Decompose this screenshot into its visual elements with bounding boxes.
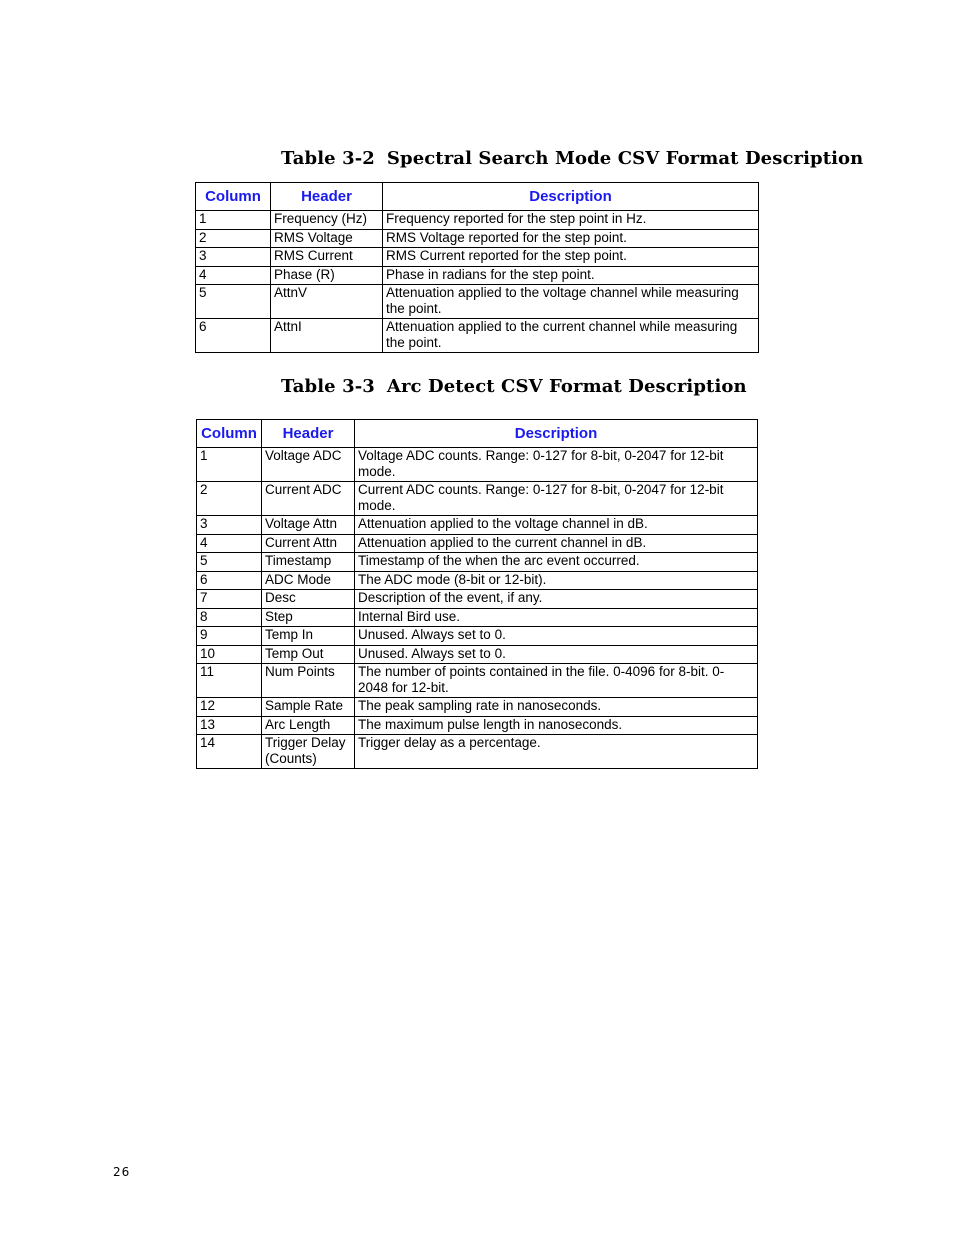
cell-description: The number of points contained in the file. 0-4096 for 8-bit. 0-2048 for 12-bit. <box>355 664 758 698</box>
table-header-row <box>196 183 759 211</box>
cell-header: AttnI <box>271 319 383 353</box>
cell-description: Internal Bird use. <box>355 608 758 627</box>
cell-column: 13 <box>197 716 262 735</box>
cell-description: Attenuation applied to the voltage channel while measuring the point. <box>383 285 759 319</box>
cell-header: RMS Voltage <box>271 229 383 248</box>
table-3-3-caption <box>281 376 747 397</box>
cell-header: Trigger Delay (Counts) <box>262 735 355 769</box>
cell-column: 2 <box>196 229 271 248</box>
table-row <box>197 534 758 553</box>
cell-header: Step <box>262 608 355 627</box>
cell-header: Temp Out <box>262 645 355 664</box>
cell-header: Phase (R) <box>271 266 383 285</box>
cell-column: 7 <box>197 590 262 609</box>
header-header: Header <box>262 420 355 448</box>
table-row <box>196 248 759 267</box>
cell-column: 4 <box>197 534 262 553</box>
table-row <box>197 590 758 609</box>
cell-column: 11 <box>197 664 262 698</box>
column-header: Column <box>197 420 262 448</box>
column-header: Column <box>196 183 271 211</box>
table-row <box>197 553 758 572</box>
cell-column: 9 <box>197 627 262 646</box>
cell-header: Temp In <box>262 627 355 646</box>
table-row <box>196 285 759 319</box>
page-number: 26 <box>113 1165 131 1179</box>
cell-description: The ADC mode (8-bit or 12-bit). <box>355 571 758 590</box>
table-row <box>196 319 759 353</box>
cell-header: Frequency (Hz) <box>271 211 383 230</box>
cell-description: The maximum pulse length in nanoseconds. <box>355 716 758 735</box>
cell-column: 8 <box>197 608 262 627</box>
cell-description: Unused. Always set to 0. <box>355 645 758 664</box>
caption-number: Table 3-3 <box>281 376 375 397</box>
cell-description: RMS Current reported for the step point. <box>383 248 759 267</box>
arc-detect-csv-table <box>196 419 758 769</box>
cell-column: 12 <box>197 698 262 717</box>
cell-description: Trigger delay as a percentage. <box>355 735 758 769</box>
cell-description: Attenuation applied to the current channel in dB. <box>355 534 758 553</box>
cell-description: The peak sampling rate in nanoseconds. <box>355 698 758 717</box>
cell-header: Sample Rate <box>262 698 355 717</box>
caption-title: Arc Detect CSV Format Description <box>386 376 747 397</box>
cell-column: 5 <box>196 285 271 319</box>
cell-header: AttnV <box>271 285 383 319</box>
caption-title: Spectral Search Mode CSV Format Description <box>386 148 864 169</box>
cell-column: 10 <box>197 645 262 664</box>
cell-description: Timestamp of the when the arc event occurred. <box>355 553 758 572</box>
description-header: Description <box>355 420 758 448</box>
cell-column: 1 <box>196 211 271 230</box>
cell-column: 6 <box>197 571 262 590</box>
table-row <box>196 229 759 248</box>
cell-column: 14 <box>197 735 262 769</box>
cell-column: 6 <box>196 319 271 353</box>
cell-description: Current ADC counts. Range: 0-127 for 8-bit, 0-2047 for 12-bit mode. <box>355 482 758 516</box>
header-header: Header <box>271 183 383 211</box>
cell-column: 4 <box>196 266 271 285</box>
cell-description: Description of the event, if any. <box>355 590 758 609</box>
caption-number: Table 3-2 <box>281 148 375 169</box>
cell-column: 3 <box>197 516 262 535</box>
cell-description: Voltage ADC counts. Range: 0-127 for 8-bit, 0-2047 for 12-bit mode. <box>355 448 758 482</box>
cell-header: Voltage ADC <box>262 448 355 482</box>
cell-description: Unused. Always set to 0. <box>355 627 758 646</box>
cell-header: Voltage Attn <box>262 516 355 535</box>
description-header: Description <box>383 183 759 211</box>
table-row <box>197 716 758 735</box>
table-row <box>196 266 759 285</box>
table-row <box>197 664 758 698</box>
table-row <box>196 211 759 230</box>
cell-header: Desc <box>262 590 355 609</box>
table-row <box>197 516 758 535</box>
spectral-search-csv-table <box>195 182 759 353</box>
cell-description: Frequency reported for the step point in Hz. <box>383 211 759 230</box>
table-row <box>197 735 758 769</box>
cell-column: 5 <box>197 553 262 572</box>
cell-header: Current Attn <box>262 534 355 553</box>
table-row <box>197 698 758 717</box>
table-header-row <box>197 420 758 448</box>
cell-header: Num Points <box>262 664 355 698</box>
cell-description: Attenuation applied to the voltage channel in dB. <box>355 516 758 535</box>
cell-header: Timestamp <box>262 553 355 572</box>
cell-header: RMS Current <box>271 248 383 267</box>
cell-description: Attenuation applied to the current channel while measuring the point. <box>383 319 759 353</box>
cell-header: Current ADC <box>262 482 355 516</box>
table-row <box>197 608 758 627</box>
cell-column: 2 <box>197 482 262 516</box>
cell-header: Arc Length <box>262 716 355 735</box>
cell-description: RMS Voltage reported for the step point. <box>383 229 759 248</box>
cell-description: Phase in radians for the step point. <box>383 266 759 285</box>
table-row <box>197 482 758 516</box>
table-row <box>197 571 758 590</box>
table-row <box>197 448 758 482</box>
cell-header: ADC Mode <box>262 571 355 590</box>
cell-column: 1 <box>197 448 262 482</box>
table-3-2-caption <box>281 148 863 169</box>
cell-column: 3 <box>196 248 271 267</box>
table-row <box>197 645 758 664</box>
table-row <box>197 627 758 646</box>
